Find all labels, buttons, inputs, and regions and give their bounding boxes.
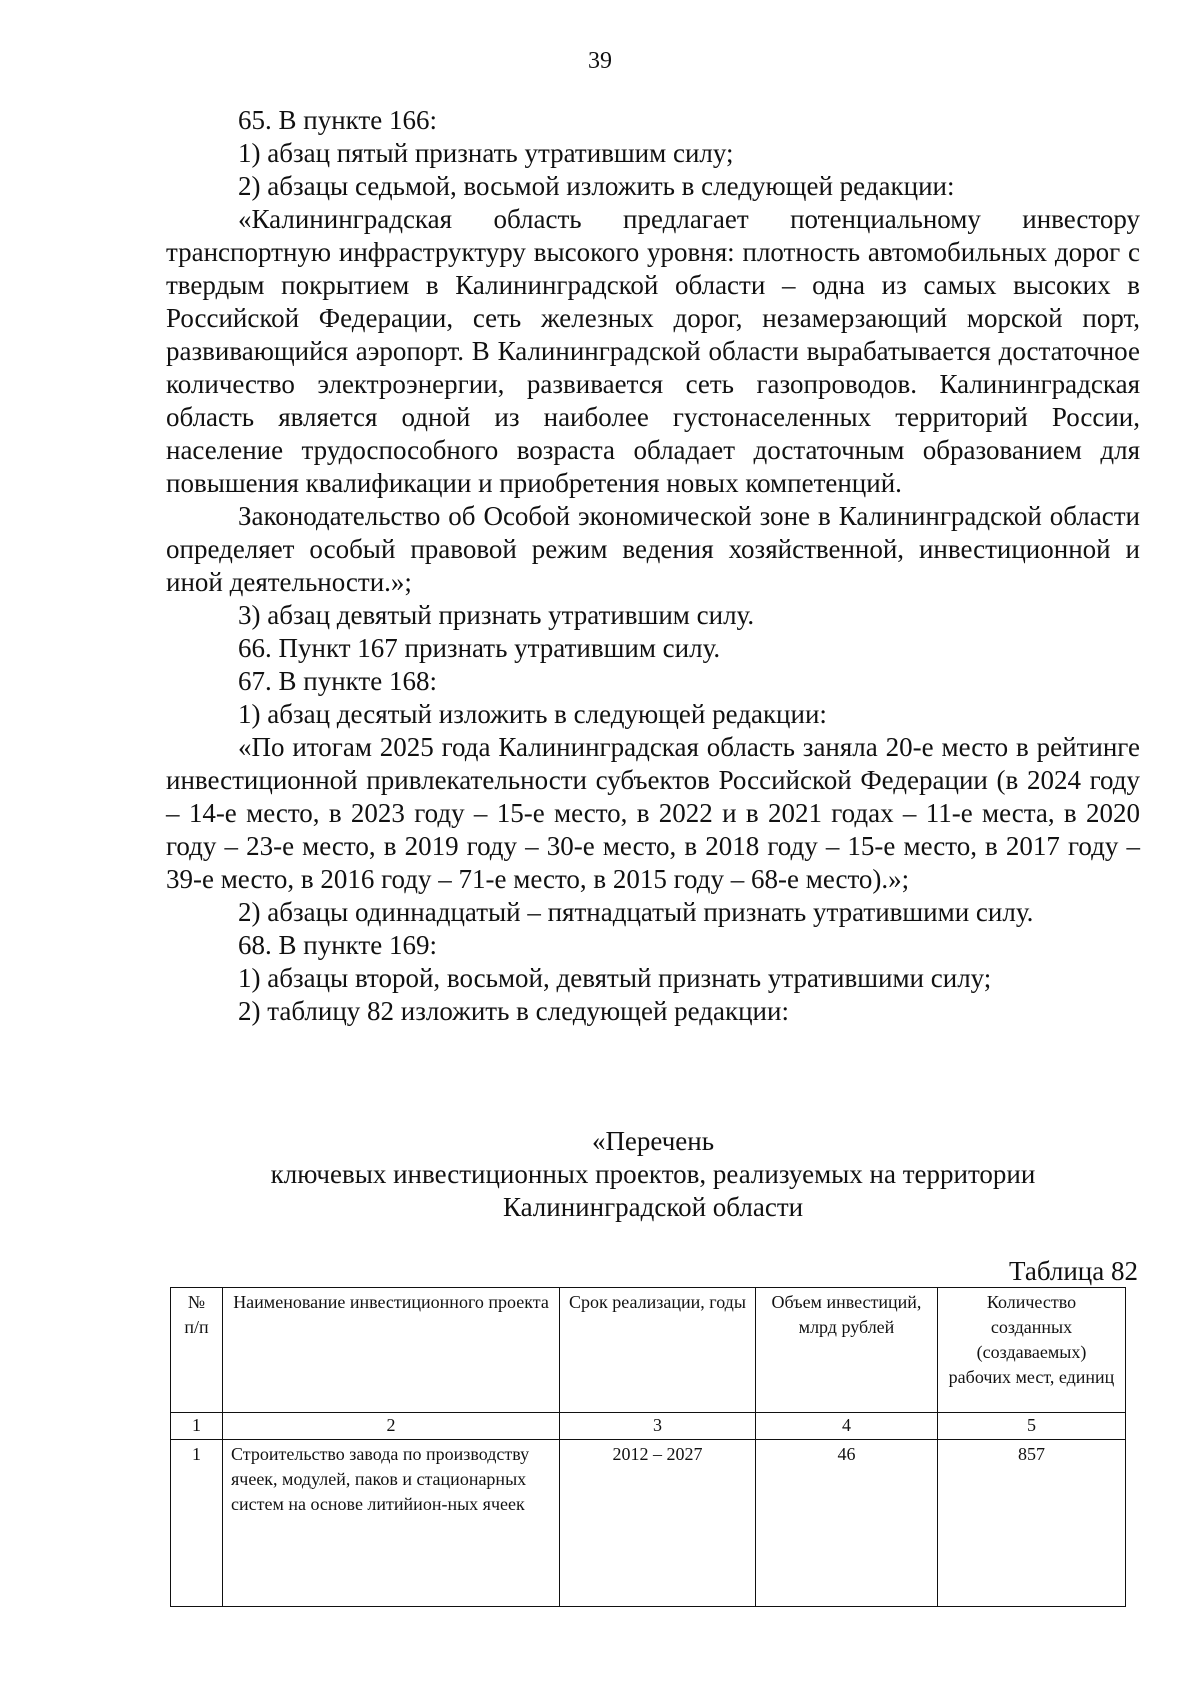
paragraph: 1) абзац пятый признать утратившим силу; [238, 138, 734, 168]
paragraph: «Калининградская область предлагает потенциальному инвестору транспортную инфраструктуру высокого уровня: плотность автомобильных дорог с твердым покрытием в Калининградской области – одна из самых высоких в Российской Федерации, сеть железных дорог, незамерзающий морской порт, развивающийся аэропорт. В Калининградской области вырабатывается достаточное количество электроэнергии, развивается сеть газопроводов. Калининградская область является одной из наиболее густонаселенных территорий России, население трудоспособного возраста обладает достаточным образованием для повышения квалификации и приобретения новых компетенций. [166, 204, 1140, 498]
paragraph: 2) абзацы седьмой, восьмой изложить в следующей редакции: [238, 171, 955, 201]
column-number: 5 [938, 1413, 1126, 1440]
column-number: 3 [560, 1413, 756, 1440]
projects-table [170, 1287, 1126, 1607]
paragraph: 2) таблицу 82 изложить в следующей редакции: [238, 996, 789, 1026]
column-header-name: Наименование инвестиционного проекта [223, 1288, 560, 1413]
column-number: 1 [171, 1413, 223, 1440]
body-text [166, 104, 1140, 1028]
table-heading [166, 1125, 1140, 1224]
paragraph: 1) абзацы второй, восьмой, девятый признать утратившими силу; [238, 963, 992, 993]
row-number-cell: 1 [171, 1440, 223, 1607]
paragraph: 1) абзац десятый изложить в следующей редакции: [238, 699, 827, 729]
column-number: 2 [223, 1413, 560, 1440]
paragraph: Законодательство об Особой экономической зоне в Калининградской области определяет особый правовой режим ведения хозяйственной, инвестиционной и иной деятельности.»; [166, 501, 1140, 597]
table-heading-line: Калининградской области [502, 1192, 804, 1222]
paragraph: 68. В пункте 169: [238, 930, 437, 960]
page-number: 39 [588, 48, 612, 74]
column-header-jobs: Количество созданных (создаваемых) рабочих мест, единиц [938, 1288, 1126, 1413]
column-number-row [171, 1413, 1126, 1440]
period-cell: 2012 – 2027 [560, 1440, 756, 1607]
paragraph: «По итогам 2025 года Калининградская область заняла 20-е место в рейтинге инвестиционной привлекательности субъектов Российской Федерации (в 2024 году – 14-е место, в 2023 году – 15-е место, в 2022 и в 2021 годах – 11-е места, в 2020 году – 23-е место, в 2019 году – 30-е место, в 2018 году – 15-е место, в 2017 году – 39-е место, в 2016 году – 71-е место, в 2015 году – 68-е место).»; [166, 732, 1140, 894]
column-header-period: Срок реализации, годы [560, 1288, 756, 1413]
paragraph: 66. Пункт 167 признать утратившим силу. [238, 633, 721, 663]
table-header-row [171, 1288, 1126, 1413]
column-header-investment: Объем инвестиций, млрд рублей [756, 1288, 938, 1413]
paragraph: 3) абзац девятый признать утратившим силу. [238, 600, 755, 630]
paragraph: 67. В пункте 168: [238, 666, 437, 696]
column-header-number: № п/п [171, 1288, 223, 1413]
table-caption: Таблица 82 [1009, 1256, 1138, 1286]
jobs-cell: 857 [938, 1440, 1126, 1607]
column-number: 4 [756, 1413, 938, 1440]
table-row [171, 1440, 1126, 1607]
paragraph: 65. В пункте 166: [238, 105, 437, 135]
project-name-cell: Строительство завода по производству ячеек, модулей, паков и стационарных систем на основе литийион-ных ячеек [223, 1440, 560, 1607]
paragraph: 2) абзацы одиннадцатый – пятнадцатый признать утратившими силу. [238, 897, 1034, 927]
investment-cell: 46 [756, 1440, 938, 1607]
table-heading-line: «Перечень [591, 1126, 715, 1156]
table-heading-line: ключевых инвестиционных проектов, реализуемых на территории [270, 1159, 1036, 1189]
